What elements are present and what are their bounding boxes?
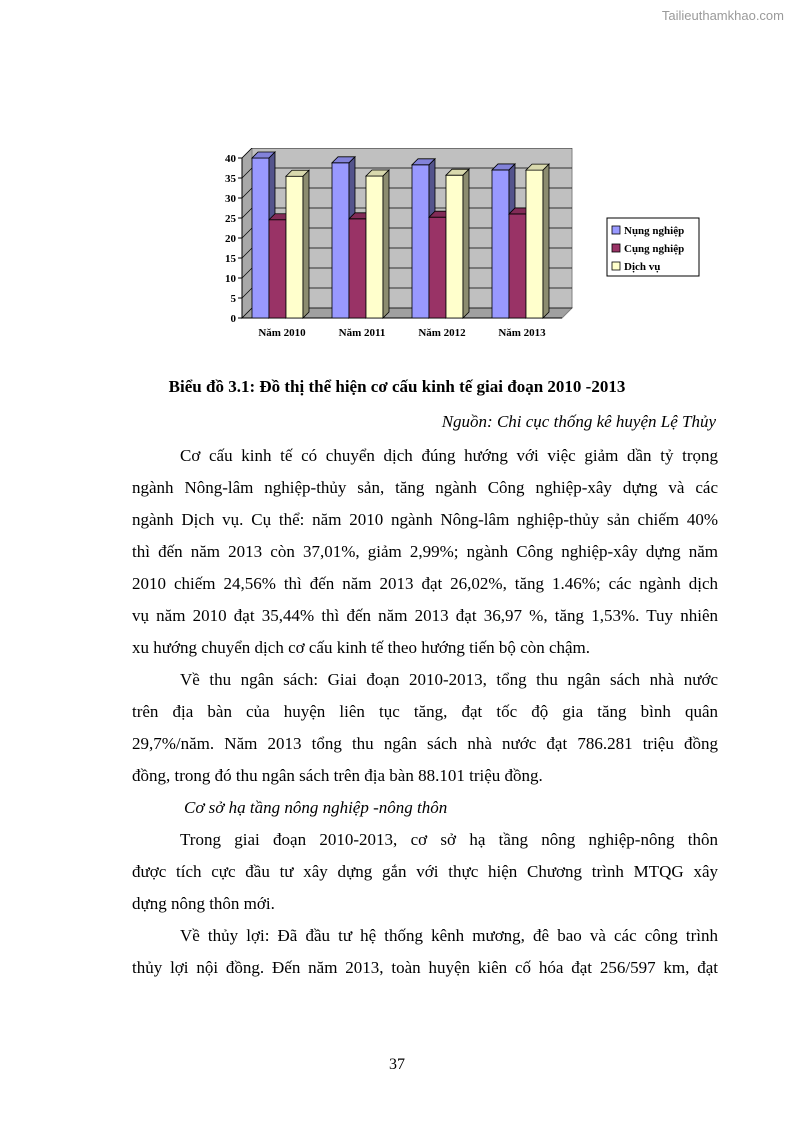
legend-swatch <box>612 262 620 270</box>
bar <box>252 158 269 318</box>
text-line: thủy lợi nội đồng. Đến năm 2013, toàn huyện kiên cố hóa đạt 256/597 km, đạt <box>132 958 718 977</box>
body-text <box>132 440 718 984</box>
watermark: Tailieuthamkhao.com <box>661 8 784 23</box>
chart-svg <box>212 148 712 348</box>
x-tick-label: Năm 2013 <box>498 327 546 339</box>
text-line: ngành Nông-lâm nghiệp-thủy sản, tăng ngành Công nghiệp-xây dựng và các <box>132 478 718 497</box>
page-number: 37 <box>389 1056 405 1073</box>
bar <box>366 176 383 318</box>
legend-swatch <box>612 226 620 234</box>
bar <box>349 219 366 318</box>
text-line: dựng nông thôn mới. <box>132 894 275 913</box>
bar <box>526 170 543 318</box>
paragraph-economic-structure <box>132 440 718 664</box>
figure-caption: Biểu đồ 3.1: Đồ thị thể hiện cơ cấu kinh tế giai đoạn 2010 -2013 <box>168 377 626 396</box>
text-line: được tích cực đầu tư xây dựng gắn với thực hiện Chương trình MTQG xây <box>132 862 718 881</box>
text-line: đồng, trong đó thu ngân sách trên địa bàn 88.101 triệu đồng. <box>132 766 543 785</box>
y-tick-label: 35 <box>225 173 236 185</box>
bar-side <box>303 170 309 318</box>
text-line: Cơ cấu kinh tế có chuyển dịch đúng hướng với việc giảm dần tỷ trọng <box>180 446 718 465</box>
bar <box>269 220 286 318</box>
legend-label: Nụng nghiệp <box>624 225 685 237</box>
text-line: trên địa bàn của huyện liên tục tăng, đạt tốc độ gia tăng bình quân <box>132 702 718 721</box>
x-tick-label: Năm 2011 <box>338 327 386 339</box>
y-tick-label: 5 <box>230 293 236 305</box>
text-line: Về thu ngân sách: Giai đoạn 2010-2013, tổng thu ngân sách nhà nước <box>180 670 718 689</box>
bar <box>509 214 526 318</box>
bar <box>286 176 303 318</box>
bar <box>492 170 509 318</box>
x-tick-label: Năm 2010 <box>258 327 306 339</box>
text-line: xu hướng chuyển dịch cơ cấu kinh tế theo hướng tiến bộ còn chậm. <box>132 638 591 657</box>
y-tick-label: 20 <box>225 233 236 245</box>
legend-label: Dịch vụ <box>624 261 661 273</box>
bar <box>446 175 463 318</box>
bar <box>412 165 429 318</box>
bar-side <box>463 169 469 318</box>
y-tick-label: 10 <box>225 273 236 285</box>
y-tick-label: 0 <box>230 313 236 325</box>
bar <box>429 217 446 318</box>
y-tick-label: 25 <box>225 213 236 225</box>
text-line: Về thủy lợi: Đã đầu tư hệ thống kênh mương, đê bao và các công trình <box>180 926 718 945</box>
text-line: 2010 chiếm 24,56% thì đến năm 2013 đạt 26,02%, tăng 1.46%; các ngành dịch <box>132 574 718 593</box>
text-line: thì đến năm 2013 còn 37,01%, giảm 2,99%; ngành Công nghiệp-xây dựng năm <box>132 542 718 561</box>
paragraph-budget <box>132 664 718 792</box>
legend-label: Cụng nghiệp <box>624 243 685 255</box>
bar-side <box>543 164 549 318</box>
section-heading: Cơ sở hạ tầng nông nghiệp -nông thôn <box>184 798 448 817</box>
text-line: 29,7%/năm. Năm 2013 tổng thu ngân sách nhà nước đạt 786.281 triệu đồng <box>132 734 718 753</box>
x-tick-label: Năm 2012 <box>418 327 466 339</box>
y-tick-label: 15 <box>225 253 236 265</box>
y-tick-label: 40 <box>225 153 236 165</box>
text-line: vụ năm 2010 đạt 35,44% thì đến năm 2013 đạt 36,97 %, tăng 1,53%. Tuy nhiên <box>132 606 718 625</box>
bar-side <box>383 170 389 318</box>
y-tick-label: 30 <box>225 193 236 205</box>
text-line: ngành Dịch vụ. Cụ thể: năm 2010 ngành Nông-lâm nghiệp-thủy sản chiếm 40% <box>132 510 718 529</box>
text-line: Trong giai đoạn 2010-2013, cơ sở hạ tầng nông nghiệp-nông thôn <box>180 830 718 849</box>
paragraph-infrastructure <box>132 824 718 920</box>
paragraph-irrigation <box>132 920 718 984</box>
bar-chart <box>212 148 712 348</box>
legend-swatch <box>612 244 620 252</box>
bar <box>332 163 349 318</box>
figure-source: Nguồn: Chi cục thống kê huyện Lệ Thủy <box>441 412 716 431</box>
